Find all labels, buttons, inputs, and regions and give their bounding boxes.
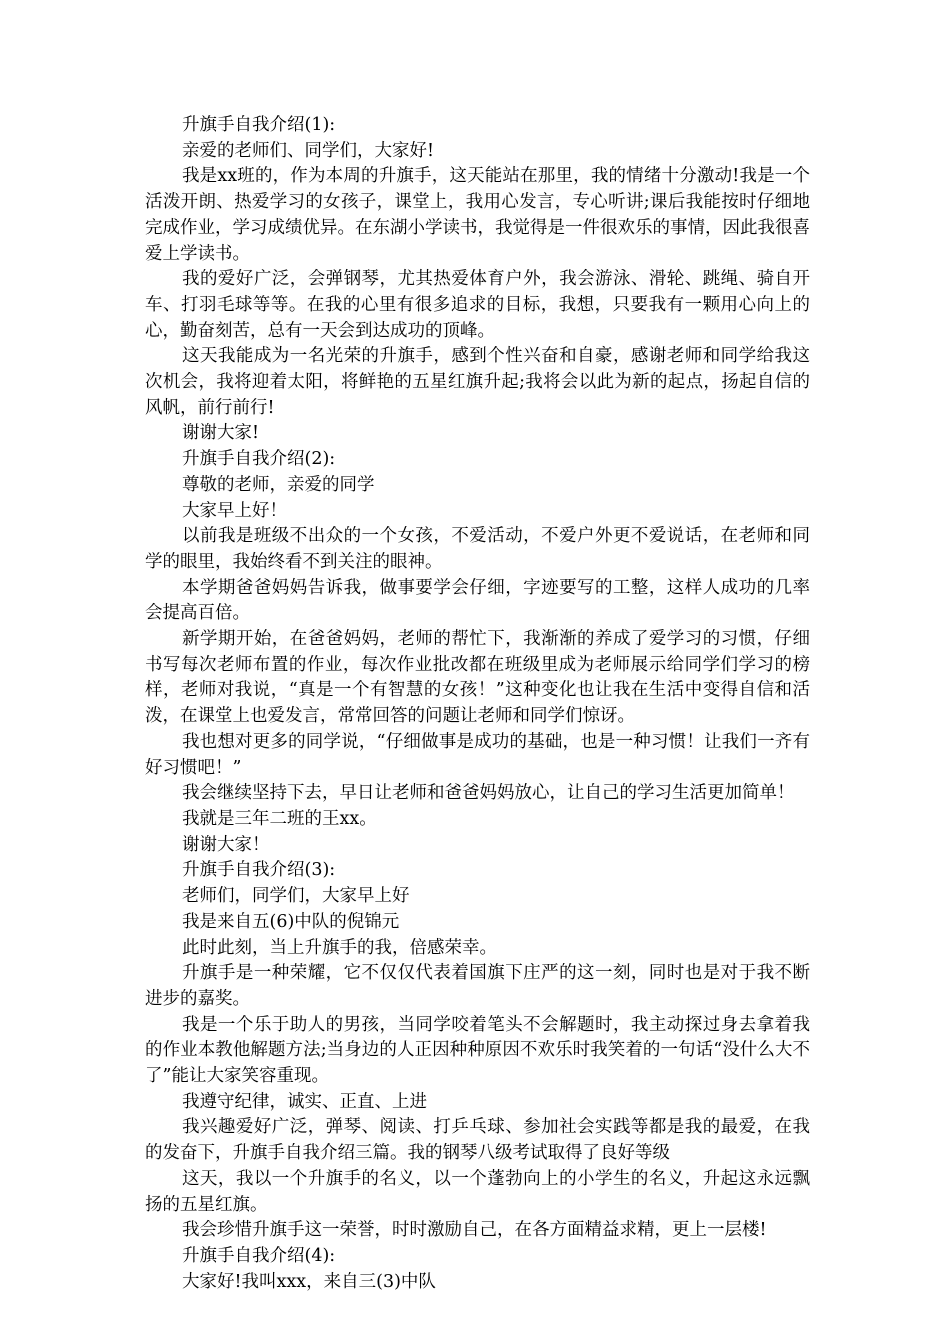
heading-intro-4: 升旗手自我介绍(4): <box>182 1245 336 1266</box>
paragraph: 我遵守纪律，诚实、正直、上进 <box>182 1091 427 1112</box>
document-body <box>145 113 810 1295</box>
paragraph: 我会珍惜升旗手这一荣誉，时时激励自己，在各方面精益求精，更上一层楼! <box>182 1220 767 1241</box>
paragraph: 以前我是班级不出众的一个女孩，不爱活动，不爱户外更不爱说话，在老师和同学的眼里，我始终看不到关注的眼神。 <box>145 526 810 572</box>
paragraph: 大家好!我叫xxx，来自三(3)中队 <box>182 1271 436 1292</box>
closing: 谢谢大家！ <box>182 834 270 855</box>
closing: 谢谢大家! <box>182 423 260 444</box>
greeting: 亲爱的老师们、同学们，大家好! <box>182 140 435 161</box>
paragraph: 我兴趣爱好广泛，弹琴、阅读、打乒乓球、参加社会实践等都是我的最爱，在我的发奋下，升旗手自我介绍三篇。我的钢琴八级考试取得了良好等级 <box>145 1117 810 1164</box>
heading-intro-1: 升旗手自我介绍(1): <box>182 115 336 135</box>
paragraph: 本学期爸爸妈妈告诉我，做事要学会仔细，字迹要写的工整，这样人成功的几率会提高百倍。 <box>145 577 810 624</box>
paragraph: 我是xx班的，作为本周的升旗手，这天能站在那里，我的情绪十分激动!我是一个活泼开朗、热爱学习的女孩子，课堂上，我用心发言，专心听讲;课后我能按时仔细地完成作业，学习成绩优异。在东湖小学读书，我觉得是一件很欢乐的事情，因此我很喜爱上学读书。 <box>145 166 810 264</box>
paragraph: 我是一个乐于助人的男孩，当同学咬着笔头不会解题时，我主动探过身去拿着我的作业本教他解题方法;当身边的人正因种种原因不欢乐时我笑着的一句话“没什么大不了”能让大家笑容重现。 <box>145 1014 810 1087</box>
heading-intro-3: 升旗手自我介绍(3): <box>182 860 336 881</box>
paragraph: 这天我能成为一名光荣的升旗手，感到个性兴奋和自豪，感谢老师和同学给我这次机会，我将迎着太阳，将鲜艳的五星红旗升起;我将会以此为新的起点，扬起自信的风帆，前行前行! <box>145 346 810 418</box>
heading-intro-2: 升旗手自我介绍(2): <box>182 449 336 470</box>
paragraph: 升旗手是一种荣耀，它不仅仅代表着国旗下庄严的这一刻，同时也是对于我不断进步的嘉奖。 <box>145 963 810 1009</box>
paragraph: 我也想对更多的同学说，“仔细做事是成功的基础，也是一种习惯！让我们一齐有好习惯吧！” <box>145 731 810 778</box>
paragraph: 我是来自五(6)中队的倪锦元 <box>182 911 400 932</box>
greeting: 尊敬的老师，亲爱的同学 <box>182 474 375 495</box>
paragraph: 我会继续坚持下去，早日让老师和爸爸妈妈放心，让自己的学习生活更加简单！ <box>182 783 795 804</box>
greeting: 老师们，同学们，大家早上好 <box>182 886 410 907</box>
paragraph: 此时此刻，当上升旗手的我，倍感荣幸。 <box>182 937 497 958</box>
paragraph: 我的爱好广泛，会弹钢琴，尤其热爱体育户外，我会游泳、滑轮、跳绳、骑自开车、打羽毛球等等。在我的心里有很多追求的目标，我想，只要我有一颗用心向上的心，勤奋刻苦，总有一天会到达成功的顶峰。 <box>145 269 810 341</box>
paragraph: 新学期开始，在爸爸妈妈，老师的帮忙下，我渐渐的养成了爱学习的习惯，仔细书写每次老师布置的作业，每次作业批改都在班级里成为老师展示给同学们学习的榜样，老师对我说，“真是一个有智慧的女孩！”这种变化也让我在生活中变得自信和活泼，在课堂上也爱发言，常常回答的问题让老师和同学们惊讶。 <box>145 629 810 727</box>
paragraph: 我就是三年二班的王xx。 <box>182 808 377 829</box>
greeting: 大家早上好！ <box>182 500 287 521</box>
paragraph: 这天，我以一个升旗手的名义，以一个蓬勃向上的小学生的名义，升起这永远飘扬的五星红旗。 <box>145 1168 810 1215</box>
